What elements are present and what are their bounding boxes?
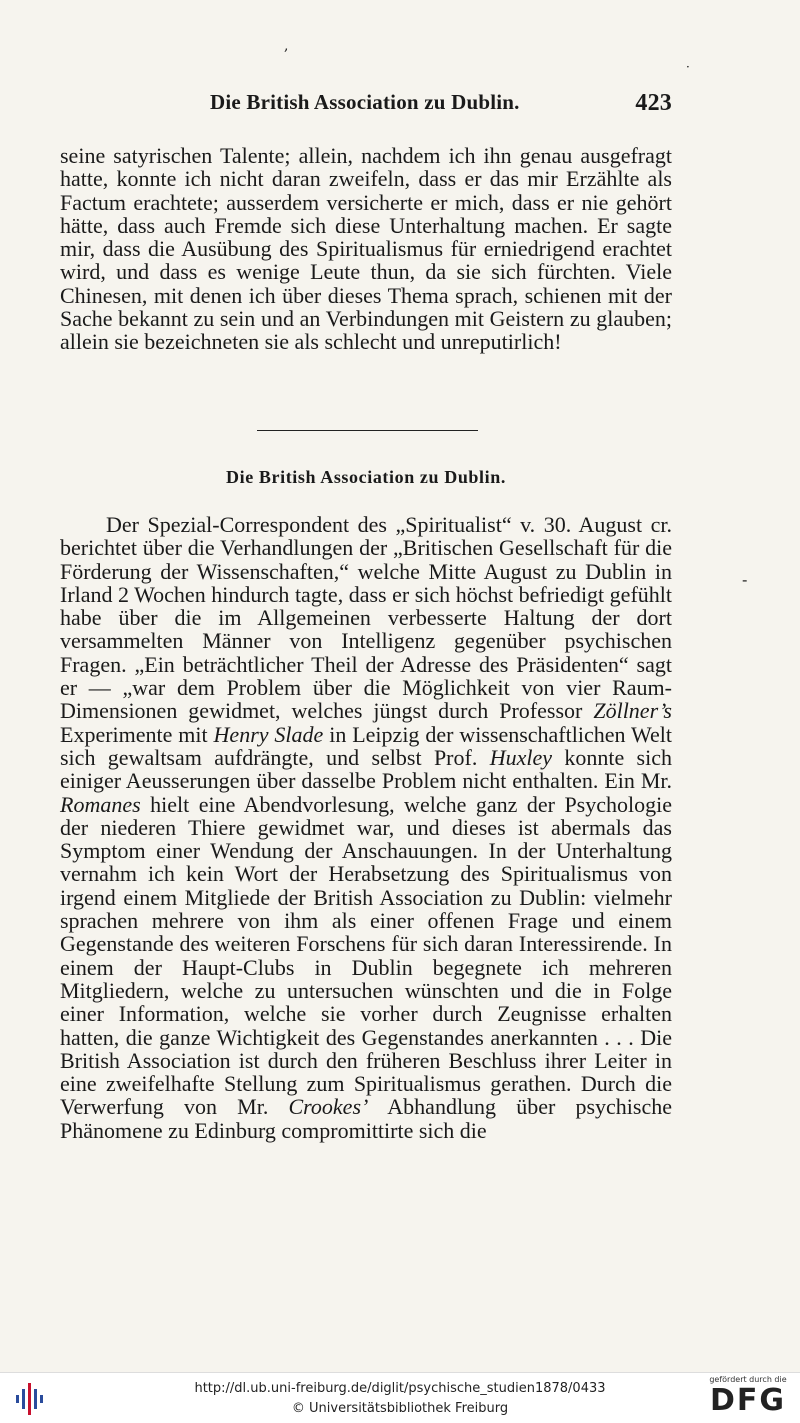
text-run: hielt eine Abendvorlesung, welche ganz der Psychologie der niederen Thiere gewidmet war, und dieses ist abermals das Symptom einer Wendung der Anschauungen. In der Unterhaltung vernahm ich kein Wort der Herabsetzung des Spiritualismus von irgend einem Mitgliede der British Association zu Dublin: vielmehr sprachen mehrere von ihm als einer offenen Frage und einem Gegenstande des weiteren Forschens für sich daran Interessirende. In einem der Haupt-Clubs in Dublin begegnete ich mehreren Mitgliedern, welche zu untersuchen wünschten und die in Folge einer Information, welche sie vorher durch Zeugnisse erhalten hatten, die ganze Wichtigkeit des Gegenstandes anerkannten . . . Die British Association ist durch den früheren Beschluss ihrer Leiter in eine zweifelhafte Stellung zum Spiritualismus gerathen. Durch die Verwerfung von Mr. — [60, 791, 672, 1120]
stray-mark-margin: - — [742, 570, 748, 589]
person-name: Zöllner’s — [593, 698, 672, 724]
paragraph-continuation: seine satyrischen Talente; allein, nachdem ich ihn genau ausgefragt hatte, konnte ich nicht daran zweifeln, dass er das mir Erzählte als Factum erachtete; ausserdem versicherte er mich, dass er nie gehört hätte, dass auch Fremde sich diese Unterhaltung machen. Er sagte mir, dass die Ausübung des Spiritualismus für erniedrigend erachtet wird, und dass es wenige Leute thun, da sie sich fürchten. Viele Chinesen, mit denen ich über dieses Thema sprach, schienen mit der Sache bekannt zu sein und an Verbindungen mit Geistern zu glauben; allein sie bezeichneten sie als schlecht und unreputirlich! — [60, 143, 672, 355]
person-name: Romanes — [60, 791, 141, 817]
person-name: Henry Slade — [213, 721, 324, 747]
dfg-tagline: gefördert durch die — [709, 1375, 787, 1384]
text-run: Abhandlung über psychische Phänomene zu Edinburg compromittirte sich die — [60, 1094, 672, 1143]
text-run: Experimente mit — [60, 721, 214, 747]
page-number: 423 — [635, 90, 672, 116]
dfg-wordmark: DFG — [709, 1383, 787, 1418]
section-title: Die British Association zu Dublin. — [226, 467, 506, 487]
section-divider — [257, 430, 478, 431]
copyright-notice: © Universitätsbibliothek Freiburg — [291, 1401, 509, 1416]
text-run: konnte sich einiger Aeusserungen über dasselbe Problem nicht enthalten. Ein Mr. — [60, 744, 672, 794]
viewer-footer — [0, 1372, 800, 1423]
stray-mark-top: , — [284, 38, 289, 54]
text-run: in Leipzig der wissenschaftlichen Welt sich gewaltsam aufdrängte, und selbst Prof. — [60, 721, 672, 770]
permalink-url[interactable]: http://dl.ub.uni-freiburg.de/diglit/psychische_studien1878/0433 — [194, 1381, 606, 1396]
person-name: Crookes’ — [288, 1094, 369, 1120]
running-title: Die British Association zu Dublin. — [210, 90, 520, 114]
stray-mark-right: · — [686, 60, 690, 74]
text-run: Der Spezial-Correspondent des „Spiritualist“ v. 30. August cr. berichtet über die Verhandlungen der „Britischen Gesellschaft für die Förderung der Wissenschaften,“ welche Mitte August zu Dublin in Irland 2 Wochen hindurch tagte, dass er sich höchst befriedigt gefühlt habe über die im Allgemeinen verbesserte Haltung der dort versammelten Männer von Intelligenz gegenüber psychischen Fragen. „Ein beträchtlicher Theil der Adresse des Präsidenten“ sagt er — „war dem Problem über die Möglichkeit von vier Raum-Dimensionen gewidmet, welches jüngst durch Professor — [60, 512, 672, 724]
paragraph-article — [60, 513, 672, 1142]
dfg-logo — [702, 1375, 794, 1421]
person-name: Huxley — [489, 744, 552, 770]
